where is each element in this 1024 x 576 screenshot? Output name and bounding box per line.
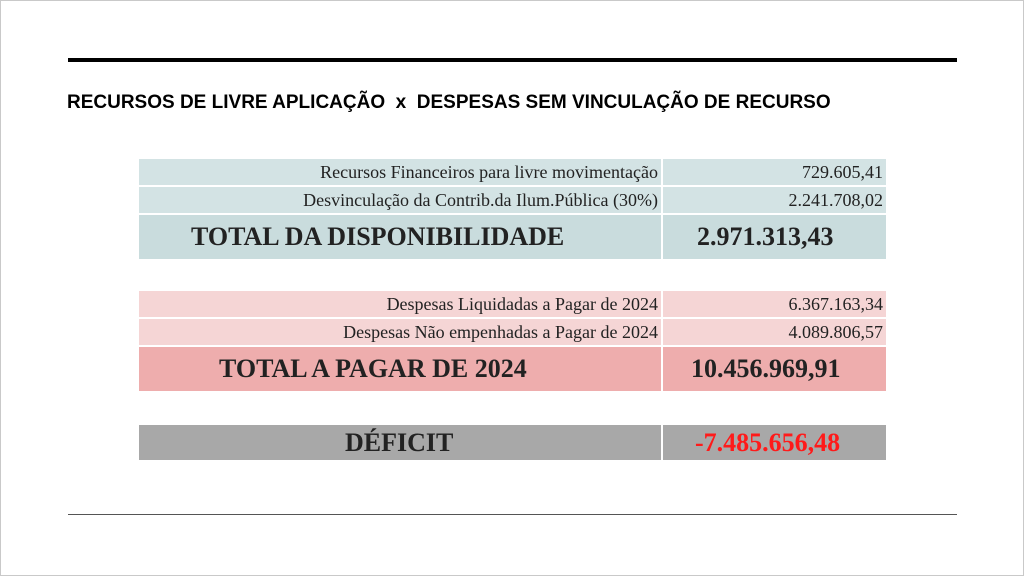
row-value: 4.089.806,57 bbox=[663, 319, 886, 345]
bottom-rule bbox=[68, 514, 957, 515]
row-label: Recursos Financeiros para livre movimentação bbox=[139, 159, 661, 185]
top-rule bbox=[68, 58, 957, 62]
row-value: 2.241.708,02 bbox=[663, 187, 886, 213]
total-row bbox=[139, 347, 886, 391]
deficit-row bbox=[139, 425, 886, 460]
resources-table bbox=[139, 159, 886, 261]
row-label: Despesas Não empenhadas a Pagar de 2024 bbox=[139, 319, 661, 345]
row-value: 6.367.163,34 bbox=[663, 291, 886, 317]
total-label: TOTAL DA DISPONIBILIDADE bbox=[139, 215, 661, 259]
row-value: 729.605,41 bbox=[663, 159, 886, 185]
deficit-label: DÉFICIT bbox=[139, 425, 661, 460]
total-value: 2.971.313,43 bbox=[663, 215, 886, 259]
total-row bbox=[139, 215, 886, 259]
deficit-table bbox=[139, 425, 886, 462]
row-label: Desvinculação da Contrib.da Ilum.Pública (30%) bbox=[139, 187, 661, 213]
table-row bbox=[139, 319, 886, 345]
expenses-table bbox=[139, 291, 886, 393]
table-row bbox=[139, 187, 886, 213]
total-value: 10.456.969,91 bbox=[663, 347, 886, 391]
deficit-value: -7.485.656,48 bbox=[663, 425, 886, 460]
table-row bbox=[139, 291, 886, 317]
row-label: Despesas Liquidadas a Pagar de 2024 bbox=[139, 291, 661, 317]
slide-heading: RECURSOS DE LIVRE APLICAÇÃO x DESPESAS SEM VINCULAÇÃO DE RECURSO bbox=[67, 92, 831, 113]
total-label: TOTAL A PAGAR DE 2024 bbox=[139, 347, 661, 391]
table-row bbox=[139, 159, 886, 185]
